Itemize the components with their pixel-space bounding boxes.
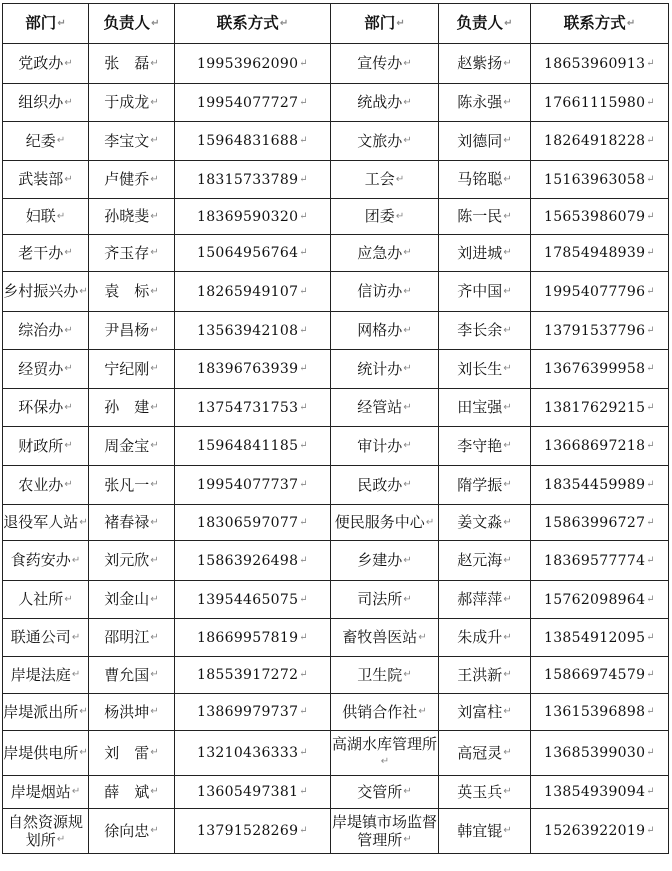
person-cell: 刘元欣↵ [89, 541, 175, 581]
paragraph-mark-icon: ↵ [646, 593, 655, 605]
paragraph-mark-icon: ↵ [646, 401, 655, 413]
table-row [3, 312, 669, 350]
person-cell: 刘富柱↵ [439, 694, 531, 731]
paragraph-mark-icon: ↵ [64, 440, 73, 452]
header-person-2: 负责人↵ [439, 4, 531, 44]
table-row [3, 272, 669, 312]
person-cell: 袁 标↵ [89, 272, 175, 312]
paragraph-mark-icon: ↵ [503, 210, 512, 222]
table-row [3, 389, 669, 427]
phone-cell: 13869979737↵ [175, 694, 331, 731]
person-cell: 齐玉存↵ [89, 235, 175, 272]
paragraph-mark-icon: ↵ [79, 706, 88, 718]
paragraph-mark-icon: ↵ [503, 706, 512, 718]
person-cell: 李宝文↵ [89, 122, 175, 161]
paragraph-mark-icon: ↵ [646, 324, 655, 336]
paragraph-mark-icon: ↵ [395, 210, 405, 222]
phone-cell: 15653986079↵ [531, 199, 669, 235]
paragraph-mark-icon: ↵ [299, 631, 308, 643]
paragraph-mark-icon: ↵ [150, 631, 159, 643]
paragraph-mark-icon: ↵ [503, 554, 512, 566]
dept-cell: 岸堤供电所↵ [3, 731, 89, 776]
table-row [3, 350, 669, 389]
paragraph-mark-icon: ↵ [150, 210, 159, 222]
paragraph-mark-icon: ↵ [299, 57, 308, 69]
phone-cell: 15863996727↵ [531, 505, 669, 541]
person-cell: 刘长生↵ [439, 350, 531, 389]
table-row [3, 809, 669, 854]
phone-cell: 19954077796↵ [531, 272, 669, 312]
paragraph-mark-icon: ↵ [299, 479, 308, 490]
phone-cell: 13676399958↵ [531, 350, 669, 389]
phone-cell: 15263922019↵ [531, 809, 669, 854]
paragraph-mark-icon: ↵ [57, 17, 66, 29]
directory-body [3, 44, 669, 854]
paragraph-mark-icon: ↵ [279, 17, 289, 29]
paragraph-mark-icon: ↵ [503, 440, 512, 452]
paragraph-mark-icon: ↵ [150, 247, 159, 259]
dept-cell: 财政所↵ [3, 427, 89, 466]
phone-cell: 13817629215↵ [531, 389, 669, 427]
paragraph-mark-icon: ↵ [403, 135, 412, 147]
phone-cell: 13854912095↵ [531, 619, 669, 657]
person-cell: 刘德同↵ [439, 122, 531, 161]
paragraph-mark-icon: ↵ [299, 173, 308, 185]
header-person: 负责人↵ [89, 4, 175, 44]
paragraph-mark-icon: ↵ [64, 173, 73, 185]
phone-cell: 13754731753↵ [175, 389, 331, 427]
paragraph-mark-icon: ↵ [380, 756, 390, 768]
paragraph-mark-icon: ↵ [299, 669, 308, 680]
paragraph-mark-icon: ↵ [299, 554, 308, 566]
phone-cell: 15762098964↵ [531, 581, 669, 619]
table-row [3, 122, 669, 161]
phone-cell: 13615396898↵ [531, 694, 669, 731]
dept-cell: 审计办↵ [331, 427, 439, 466]
dept-cell: 纪委↵ [3, 122, 89, 161]
phone-cell: 18369577774↵ [531, 541, 669, 581]
header-contact: 联系方式↵ [175, 4, 331, 44]
dept-cell: 统战办↵ [331, 84, 439, 122]
paragraph-mark-icon: ↵ [150, 825, 159, 837]
phone-cell: 13791537796↵ [531, 312, 669, 350]
phone-cell: 15866974579↵ [531, 657, 669, 694]
paragraph-mark-icon: ↵ [150, 440, 159, 452]
paragraph-mark-icon: ↵ [150, 363, 159, 375]
paragraph-mark-icon: ↵ [503, 786, 512, 798]
person-cell: 薛 斌↵ [89, 776, 175, 809]
paragraph-mark-icon: ↵ [299, 285, 308, 297]
phone-cell: 17854948939↵ [531, 235, 669, 272]
paragraph-mark-icon: ↵ [64, 57, 73, 69]
paragraph-mark-icon: ↵ [418, 631, 427, 643]
table-row [3, 84, 669, 122]
paragraph-mark-icon: ↵ [403, 834, 412, 846]
paragraph-mark-icon: ↵ [503, 401, 512, 413]
paragraph-mark-icon: ↵ [56, 210, 66, 222]
person-cell: 陈永强↵ [439, 84, 531, 122]
paragraph-mark-icon: ↵ [299, 135, 308, 146]
person-cell: 马铭聪↵ [439, 161, 531, 199]
dept-cell: 人社所↵ [3, 581, 89, 619]
table-row [3, 657, 669, 694]
table-row [3, 731, 669, 776]
phone-cell: 15964831688↵ [175, 122, 331, 161]
paragraph-mark-icon: ↵ [504, 17, 513, 29]
paragraph-mark-icon: ↵ [71, 554, 81, 566]
person-cell: 王洪新↵ [439, 657, 531, 694]
dept-cell: 岸堤派出所↵ [3, 694, 89, 731]
person-cell: 于成龙↵ [89, 84, 175, 122]
phone-cell: 18315733789↵ [175, 161, 331, 199]
paragraph-mark-icon: ↵ [299, 363, 308, 374]
paragraph-mark-icon: ↵ [646, 516, 655, 528]
table-row [3, 694, 669, 731]
paragraph-mark-icon: ↵ [503, 669, 512, 681]
dept-cell: 信访办↵ [331, 272, 439, 312]
paragraph-mark-icon: ↵ [150, 479, 159, 491]
dept-cell: 退役军人站↵ [3, 505, 89, 541]
paragraph-mark-icon: ↵ [503, 135, 512, 147]
paragraph-mark-icon: ↵ [299, 324, 308, 336]
person-cell: 邵明江↵ [89, 619, 175, 657]
person-cell: 刘进城↵ [439, 235, 531, 272]
paragraph-mark-icon: ↵ [150, 57, 159, 69]
paragraph-mark-icon: ↵ [646, 825, 655, 836]
paragraph-mark-icon: ↵ [150, 593, 159, 605]
person-cell: 赵元海↵ [439, 541, 531, 581]
paragraph-mark-icon: ↵ [403, 786, 412, 798]
paragraph-mark-icon: ↵ [150, 706, 159, 718]
paragraph-mark-icon: ↵ [403, 440, 412, 452]
paragraph-mark-icon: ↵ [503, 593, 512, 605]
table-row [3, 235, 669, 272]
phone-cell: 13668697218↵ [531, 427, 669, 466]
paragraph-mark-icon: ↵ [150, 285, 159, 297]
paragraph-mark-icon: ↵ [503, 747, 512, 759]
paragraph-mark-icon: ↵ [64, 96, 73, 108]
dept-cell: 供销合作社↵ [331, 694, 439, 731]
person-cell: 陈一民↵ [439, 199, 531, 235]
paragraph-mark-icon: ↵ [418, 706, 427, 718]
paragraph-mark-icon: ↵ [64, 324, 73, 336]
person-cell: 姜文淼↵ [439, 505, 531, 541]
dept-cell: 食药安办↵ [3, 541, 89, 581]
contact-directory-table [2, 3, 669, 854]
phone-cell: 13954465075↵ [175, 581, 331, 619]
table-row [3, 427, 669, 466]
paragraph-mark-icon: ↵ [503, 285, 512, 297]
dept-cell: 应急办↵ [331, 235, 439, 272]
paragraph-mark-icon: ↵ [503, 57, 512, 69]
table-row [3, 199, 669, 235]
paragraph-mark-icon: ↵ [503, 324, 512, 336]
dept-cell: 司法所↵ [331, 581, 439, 619]
paragraph-mark-icon: ↵ [646, 786, 655, 797]
paragraph-mark-icon: ↵ [150, 554, 159, 566]
person-cell: 赵紫扬↵ [439, 44, 531, 84]
header-contact-2: 联系方式↵ [531, 4, 669, 44]
person-cell: 孙晓斐↵ [89, 199, 175, 235]
paragraph-mark-icon: ↵ [299, 706, 308, 717]
phone-cell: 18553917272↵ [175, 657, 331, 694]
table-row [3, 619, 669, 657]
paragraph-mark-icon: ↵ [403, 363, 412, 375]
paragraph-mark-icon: ↵ [646, 210, 655, 222]
paragraph-mark-icon: ↵ [64, 479, 73, 491]
phone-cell: 18653960913↵ [531, 44, 669, 84]
paragraph-mark-icon: ↵ [503, 516, 512, 528]
paragraph-mark-icon: ↵ [503, 96, 512, 108]
paragraph-mark-icon: ↵ [79, 747, 88, 759]
table-row [3, 466, 669, 505]
dept-cell: 经管站↵ [331, 389, 439, 427]
paragraph-mark-icon: ↵ [299, 96, 308, 108]
paragraph-mark-icon: ↵ [503, 479, 512, 491]
dept-cell: 环保办↵ [3, 389, 89, 427]
dept-cell: 乡村振兴办↵ [3, 272, 89, 312]
paragraph-mark-icon: ↵ [71, 669, 81, 681]
phone-cell: 18396763939↵ [175, 350, 331, 389]
person-cell: 朱成升↵ [439, 619, 531, 657]
dept-cell: 武装部↵ [3, 161, 89, 199]
paragraph-mark-icon: ↵ [56, 834, 66, 846]
paragraph-mark-icon: ↵ [646, 479, 655, 490]
dept-cell: 妇联↵ [3, 199, 89, 235]
dept-cell: 交管所↵ [331, 776, 439, 809]
phone-cell: 18369590320↵ [175, 199, 331, 235]
paragraph-mark-icon: ↵ [646, 96, 655, 108]
phone-cell: 13854939094↵ [531, 776, 669, 809]
paragraph-mark-icon: ↵ [79, 516, 88, 528]
paragraph-mark-icon: ↵ [150, 747, 159, 759]
paragraph-mark-icon: ↵ [403, 669, 412, 681]
person-cell: 英玉兵↵ [439, 776, 531, 809]
phone-cell: 13791528269↵ [175, 809, 331, 854]
dept-cell: 网格办↵ [331, 312, 439, 350]
dept-cell: 党政办↵ [3, 44, 89, 84]
paragraph-mark-icon: ↵ [299, 593, 308, 605]
phone-cell: 15964841185↵ [175, 427, 331, 466]
dept-cell: 工会↵ [331, 161, 439, 199]
paragraph-mark-icon: ↵ [299, 247, 308, 258]
paragraph-mark-icon: ↵ [503, 173, 512, 185]
paragraph-mark-icon: ↵ [646, 747, 655, 758]
person-cell: 杨洪坤↵ [89, 694, 175, 731]
paragraph-mark-icon: ↵ [403, 479, 412, 491]
table-row [3, 541, 669, 581]
paragraph-mark-icon: ↵ [150, 786, 159, 798]
person-cell: 隋学振↵ [439, 466, 531, 505]
phone-cell: 17661115980↵ [531, 84, 669, 122]
phone-cell: 18669957819↵ [175, 619, 331, 657]
dept-cell: 岸堤镇市场监督管理所↵ [331, 809, 439, 854]
paragraph-mark-icon: ↵ [646, 363, 655, 374]
paragraph-mark-icon: ↵ [150, 516, 159, 528]
paragraph-mark-icon: ↵ [71, 786, 81, 798]
dept-cell: 经贸办↵ [3, 350, 89, 389]
person-cell: 周金宝↵ [89, 427, 175, 466]
dept-cell: 文旅办↵ [331, 122, 439, 161]
person-cell: 张 磊↵ [89, 44, 175, 84]
paragraph-mark-icon: ↵ [299, 516, 308, 528]
paragraph-mark-icon: ↵ [646, 706, 655, 717]
person-cell: 韩宜锟↵ [439, 809, 531, 854]
phone-cell: 13605497381↵ [175, 776, 331, 809]
paragraph-mark-icon: ↵ [646, 554, 655, 566]
person-cell: 李守艳↵ [439, 427, 531, 466]
paragraph-mark-icon: ↵ [403, 57, 412, 69]
dept-cell: 宣传办↵ [331, 44, 439, 84]
dept-cell: 民政办↵ [331, 466, 439, 505]
paragraph-mark-icon: ↵ [403, 554, 412, 566]
dept-cell: 组织办↵ [3, 84, 89, 122]
paragraph-mark-icon: ↵ [403, 285, 412, 297]
paragraph-mark-icon: ↵ [150, 669, 159, 681]
phone-cell: 18264918228↵ [531, 122, 669, 161]
paragraph-mark-icon: ↵ [150, 96, 159, 108]
paragraph-mark-icon: ↵ [425, 516, 435, 528]
person-cell: 高冠灵↵ [439, 731, 531, 776]
phone-cell: 13685399030↵ [531, 731, 669, 776]
phone-cell: 19954077737↵ [175, 466, 331, 505]
paragraph-mark-icon: ↵ [503, 825, 512, 837]
paragraph-mark-icon: ↵ [56, 135, 66, 147]
paragraph-mark-icon: ↵ [503, 631, 512, 643]
paragraph-mark-icon: ↵ [403, 593, 412, 605]
phone-cell: 19953962090↵ [175, 44, 331, 84]
dept-cell: 卫生院↵ [331, 657, 439, 694]
paragraph-mark-icon: ↵ [403, 96, 412, 108]
header-row [3, 4, 669, 44]
paragraph-mark-icon: ↵ [150, 135, 159, 147]
phone-cell: 19954077727↵ [175, 84, 331, 122]
dept-cell: 岸堤烟站↵ [3, 776, 89, 809]
paragraph-mark-icon: ↵ [64, 593, 73, 605]
table-row [3, 581, 669, 619]
phone-cell: 15163963058↵ [531, 161, 669, 199]
header-dept-2: 部门↵ [331, 4, 439, 44]
dept-cell: 高湖水库管理所↵ [331, 731, 439, 776]
dept-cell: 农业办↵ [3, 466, 89, 505]
phone-cell: 18265949107↵ [175, 272, 331, 312]
dept-cell: 老干办↵ [3, 235, 89, 272]
paragraph-mark-icon: ↵ [64, 363, 73, 375]
person-cell: 田宝强↵ [439, 389, 531, 427]
paragraph-mark-icon: ↵ [403, 247, 412, 259]
paragraph-mark-icon: ↵ [646, 135, 655, 146]
phone-cell: 13563942108↵ [175, 312, 331, 350]
paragraph-mark-icon: ↵ [64, 401, 73, 413]
phone-cell: 15863926498↵ [175, 541, 331, 581]
phone-cell: 18354459989↵ [531, 466, 669, 505]
paragraph-mark-icon: ↵ [503, 363, 512, 375]
person-cell: 宁纪刚↵ [89, 350, 175, 389]
paragraph-mark-icon: ↵ [299, 401, 308, 413]
phone-cell: 18306597077↵ [175, 505, 331, 541]
person-cell: 刘 雷↵ [89, 731, 175, 776]
dept-cell: 联通公司↵ [3, 619, 89, 657]
table-row [3, 505, 669, 541]
person-cell: 李长余↵ [439, 312, 531, 350]
person-cell: 张凡一↵ [89, 466, 175, 505]
dept-cell: 团委↵ [331, 199, 439, 235]
phone-cell: 13210436333↵ [175, 731, 331, 776]
paragraph-mark-icon: ↵ [150, 401, 159, 413]
dept-cell: 乡建办↵ [331, 541, 439, 581]
paragraph-mark-icon: ↵ [403, 324, 412, 336]
person-cell: 齐中国↵ [439, 272, 531, 312]
person-cell: 曹允国↵ [89, 657, 175, 694]
person-cell: 徐向忠↵ [89, 809, 175, 854]
header-dept: 部门↵ [3, 4, 89, 44]
paragraph-mark-icon: ↵ [646, 440, 655, 451]
person-cell: 刘金山↵ [89, 581, 175, 619]
paragraph-mark-icon: ↵ [646, 247, 655, 258]
paragraph-mark-icon: ↵ [71, 631, 81, 643]
person-cell: 卢健乔↵ [89, 161, 175, 199]
paragraph-mark-icon: ↵ [646, 669, 655, 680]
paragraph-mark-icon: ↵ [626, 17, 636, 29]
dept-cell: 自然资源规划所↵ [3, 809, 89, 854]
phone-cell: 15064956764↵ [175, 235, 331, 272]
paragraph-mark-icon: ↵ [403, 401, 412, 413]
paragraph-mark-icon: ↵ [150, 324, 159, 336]
dept-cell: 岸堤法庭↵ [3, 657, 89, 694]
table-row [3, 776, 669, 809]
paragraph-mark-icon: ↵ [299, 440, 308, 451]
paragraph-mark-icon: ↵ [299, 786, 308, 797]
table-row [3, 44, 669, 84]
dept-cell: 便民服务中心↵ [331, 505, 439, 541]
paragraph-mark-icon: ↵ [79, 285, 88, 297]
paragraph-mark-icon: ↵ [646, 173, 655, 185]
paragraph-mark-icon: ↵ [503, 247, 512, 259]
paragraph-mark-icon: ↵ [646, 57, 655, 69]
paragraph-mark-icon: ↵ [299, 210, 308, 222]
paragraph-mark-icon: ↵ [299, 747, 308, 758]
person-cell: 郝萍萍↵ [439, 581, 531, 619]
paragraph-mark-icon: ↵ [151, 17, 160, 29]
paragraph-mark-icon: ↵ [646, 285, 655, 297]
paragraph-mark-icon: ↵ [150, 173, 159, 185]
dept-cell: 畜牧兽医站↵ [331, 619, 439, 657]
dept-cell: 统计办↵ [331, 350, 439, 389]
paragraph-mark-icon: ↵ [64, 247, 73, 259]
paragraph-mark-icon: ↵ [395, 173, 405, 185]
person-cell: 褚春禄↵ [89, 505, 175, 541]
dept-cell: 综治办↵ [3, 312, 89, 350]
person-cell: 孙 建↵ [89, 389, 175, 427]
paragraph-mark-icon: ↵ [299, 825, 308, 836]
paragraph-mark-icon: ↵ [396, 17, 405, 29]
table-row [3, 161, 669, 199]
paragraph-mark-icon: ↵ [646, 631, 655, 643]
person-cell: 尹昌杨↵ [89, 312, 175, 350]
